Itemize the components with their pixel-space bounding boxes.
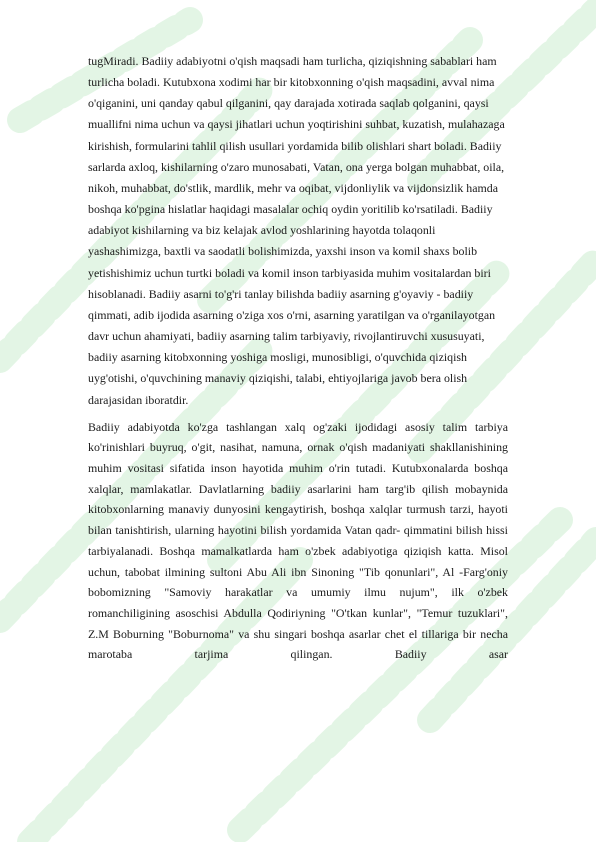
paragraph-1: tugMiradi. Badiiy adabiyotni o'qish maqsadi ham turlicha, qiziqishning sabablari ham turlicha boladi. Kutubxona xodimi har bir kitobxonning o'qish maqsadini, avval nima o'qiganini, uni qanday qabul qilganini, qay darajada xotirada saqlab qolganini, qaysi muallifni nima uchun va qaysi jihatlari uchun yoqtirishini suhbat, kuzatish, mulahazaga kirishish, formularini tahlil qilish usullari yordamida bilib olishlari shart boladi. Badiiy sarlarda axloq, kishilarning o'zaro munosabati, Vatan, ona yerga bolgan muhabbat, oila, nikoh, muhabbat, do'stlik, mardlik, mehr va oqibat, vijdonliylik va vijdonsizlik hamda boshqa ko'pgina hislatlar haqidagi masalalar ochiq oydin yoritilib ko'rsatiladi. Badiiy adabiyot kishilarning va biz kelajak avlod yoshlarining hayotda tolaqonli yashashimizga, baxtli va saodatli bolishimizda, yaxshi inson va komil shaxs bolib yetishishimiz uchun turtki boladi va komil inson tarbiyasida muhim vositalardan biri hisoblanadi. Badiiy asarni to'g'ri tanlay bilishda badiiy asarning g'oyaviy - badiiy qimmati, adib ijodida asarning o'ziga xos o'rni, asarning yaratilgan va o'rganilayotgan davr uchun ahamiyati, badiiy asarning talim tarbiyaviy, rivojlantiruvchi xususuyati, badiiy asarning kitobxonning yoshiga mosligi, munosibligi, o'quvchida qiziqish uyg'otishi, o'quvchining manaviy qiziqishi, talabi, ehtiyojlariga javob bera olish darajasidan iboratdir. xyxy=(88,54,505,407)
document-body xyxy=(88,51,508,665)
paragraph-2: Badiiy adabiyotda ko'zga tashlangan xalq og'zaki ijodidagi asosiy talim tarbiya ko'rinishlari buyruq, o'git, nasihat, namuna, ornak o'qish madaniyati shakllanishining muhim vositasi sifatida inson hayotida muhim o'rin tutadi. Kutubxonalarda boshqa xalqlar, mamlakatlar. Davlatlarning badiiy asarlarini ham targ'ib qilish mobaynida kitobxonlarning manaviy dunyosini kengaytirish, boshqa xalqlar turmush tarzi, hayoti bilan tanishtirish, ularning hayotini bilish yordamida Vatan qadr- qimmatini bilish hissi tarbiyalanadi. Boshqa mamalkatlarda ham o'zbek adabiyotiga qiziqish katta. Misol uchun, tabobat ilmining sultoni Abu Ali ibn Sinoning "Tib qonunlari", Al -Farg'oniy bobomizning "Samoviy harakatlar va umumiy ilmu nujum", ilk o'zbek romanchiligining asoschisi Abdulla Qodiriyning "O'tkan kunlar", "Temur tuzuklari", Z.M Boburning "Boburnoma" va shu singari boshqa asarlar chet el tillariga bir necha marotaba tarjima qilingan. Badiiy asar xyxy=(88,419,508,662)
